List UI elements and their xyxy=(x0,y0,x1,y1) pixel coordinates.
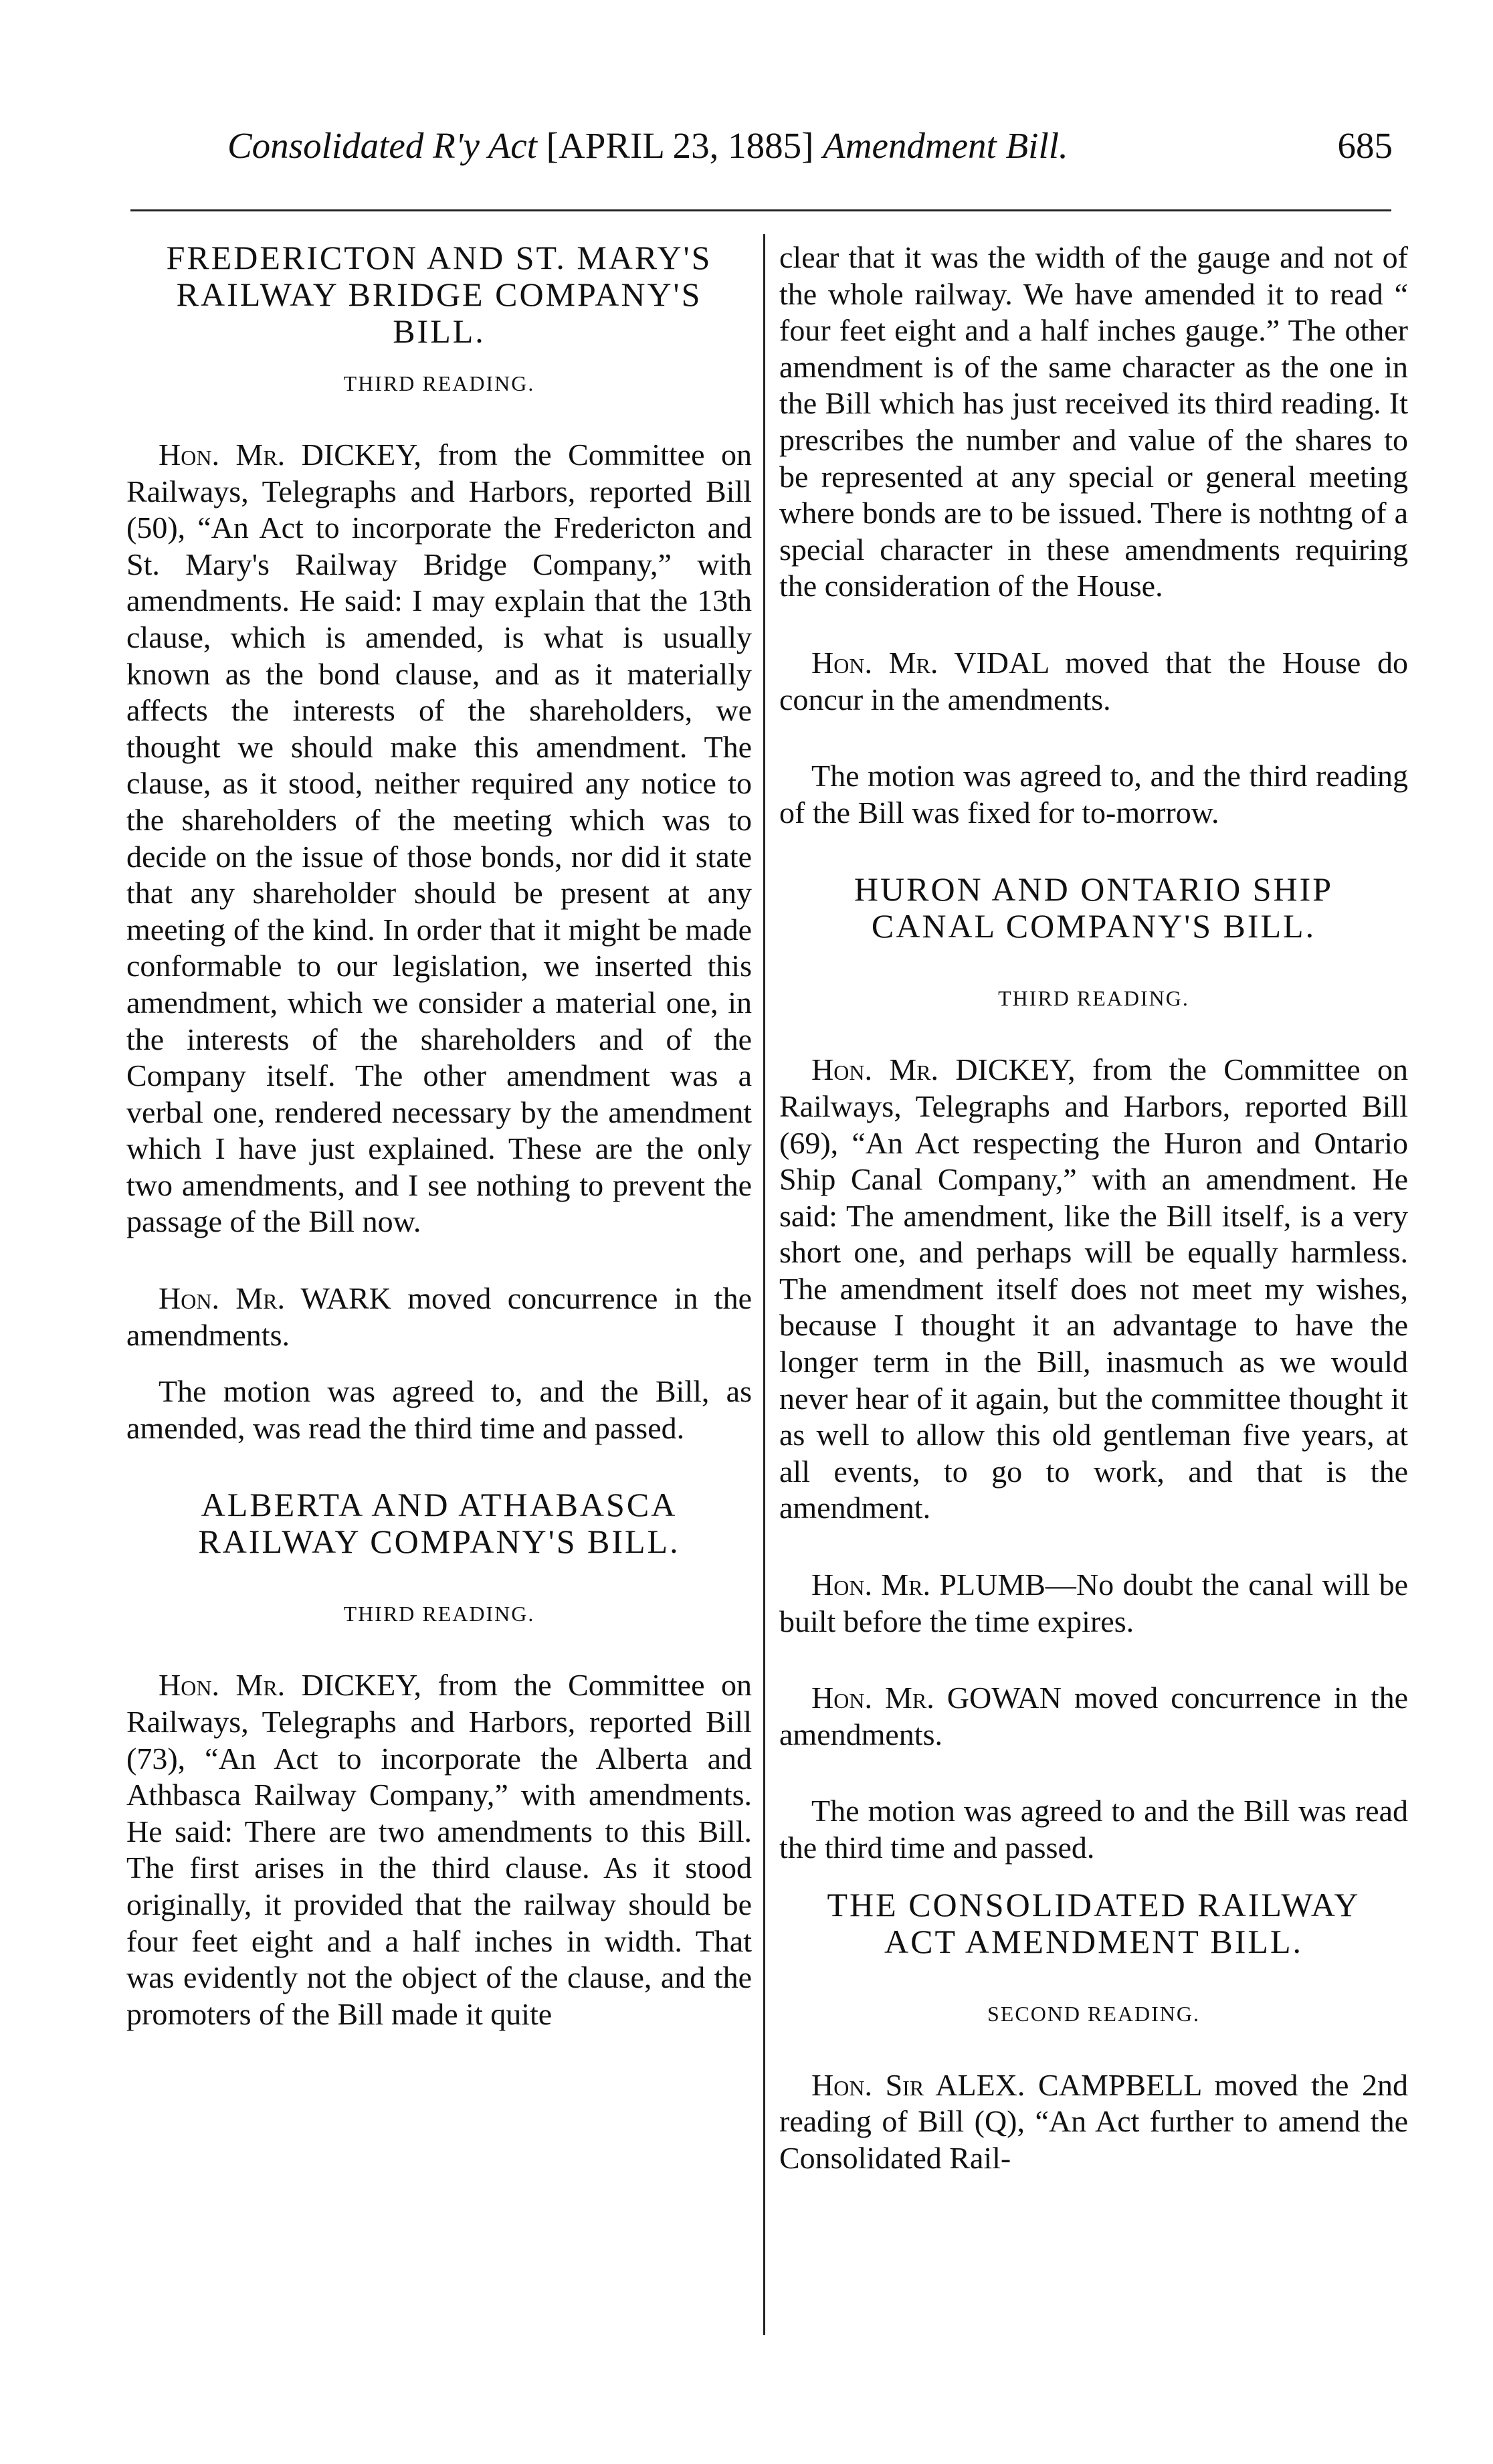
paragraph-text: DICKEY, from the Committee on Railways, Telegraphs and Harbors, reported Bill (73), “An Act to incorporate the Alberta and Athbasca Railway Company,” with amendments. He said: There are two amendments to this Bill. The first arises in the third clause. As it stood originally, it provided that the railway should be four feet eight and a half inches in width. That was evidently not the object of the clause, and the promoters of the Bill made it quite xyxy=(126,1668,753,2031)
header-title xyxy=(227,119,1068,173)
speaker-title: Hon. Mr. xyxy=(159,438,286,472)
speaker-title: Hon. Mr. xyxy=(811,1568,931,1602)
paragraph-plumb xyxy=(779,1567,1408,1640)
paragraph-gowan xyxy=(779,1680,1408,1753)
paragraph-text: GOWAN moved concurrence in the amendments. xyxy=(779,1681,1409,1751)
section-subheading-consolidated: SECOND READING. xyxy=(987,2001,1200,2026)
paragraph-text: VIDAL moved that the House do concur in the amendments. xyxy=(779,645,1409,717)
speaker-title: Hon. Sir xyxy=(811,2067,924,2102)
right-column xyxy=(779,240,1408,2176)
speaker-title: Hon. Mr. xyxy=(159,1668,286,1703)
paragraph-continuation: clear that it was the width of the gauge and not of the whole railway. We have amended it to read “ four feet eight and a half inches gauge.” The other amendment is of the same character as the one in the Bill which has just received its third reading. It prescribes the number and value of the shares to be represented at any special or general meeting where bonds are to be issued. There is nothtng of a special character in these amendments requiring the consideration of the House. xyxy=(779,240,1408,603)
paragraph-text: WARK moved concurrence in the amendments. xyxy=(126,1281,752,1352)
paragraph-dickey-huron xyxy=(779,1052,1408,1527)
paragraph-text: DICKEY, from the Committee on Railways, Telegraphs and Harbors, reported Bill (69), “An Act respecting the Huron and Ontario Ship Canal Company,” with an amendment. He said: The amendment, like the Bill itself, is a very short one, and perhaps will be equally harmless. The amendment itself does not meet my wishes, because I thought it an advantage to have the longer term in the Bill, inasmuch as we would never hear of it again, but the committee thought it as well to allow this old gentleman five years, at all events, to go to work, and that is the amendment. xyxy=(779,1052,1409,1525)
header-rule xyxy=(130,209,1391,211)
running-header xyxy=(127,119,1393,173)
paragraph-motion-huron: The motion was agreed to and the Bill was read the third time and passed. xyxy=(779,1794,1408,1865)
paragraph-vidal xyxy=(779,645,1408,718)
speaker-title: Hon. Mr. xyxy=(811,645,938,680)
column-divider xyxy=(763,234,765,2335)
section-subheading-huron: THIRD READING. xyxy=(998,986,1189,1011)
speaker-title: Hon. Mr. xyxy=(159,1281,285,1316)
speaker-title: Hon. Mr. xyxy=(811,1681,934,1715)
section-heading-consolidated: THE CONSOLIDATED RAILWAY ACT AMENDMENT BILL. xyxy=(827,1885,1361,1960)
section-subheading-fredericton: THIRD READING. xyxy=(343,371,535,395)
left-column xyxy=(126,240,752,2032)
section-heading-fredericton: FREDERICTON AND ST. MARY'S RAILWAY BRIDGE COMPANY'S BILL. xyxy=(166,239,712,350)
paragraph-text: ALEX. CAMPBELL moved the 2nd reading of Bill (Q), “An Act further to amend the Consolidated Rail- xyxy=(779,2067,1408,2175)
header-date: [APRIL 23, 1885] xyxy=(546,125,814,166)
paragraph-motion-fredericton: The motion was agreed to, and the Bill, as amended, was read the third time and passed. xyxy=(126,1374,752,1445)
section-heading-alberta: ALBERTA AND ATHABASCA RAILWAY COMPANY'S BILL. xyxy=(198,1486,680,1561)
paragraph-dickey-alberta xyxy=(126,1667,752,2032)
paragraph-motion-alberta: The motion was agreed to, and the third reading of the Bill was fixed for to-morrow. xyxy=(779,759,1408,830)
section-subheading-alberta: THIRD READING. xyxy=(343,1602,535,1626)
speaker-title: Hon. Mr. xyxy=(811,1052,939,1087)
paragraph-dickey-fredericton xyxy=(126,437,752,1240)
paragraph-text: DICKEY, from the Committee on Railways, Telegraphs and Harbors, reported Bill (50), “An Act to incorporate the Fredericton and St. Mary's Railway Bridge Company,” with amendments. He said: I may explain that the 13th clause, which is amended, is what is usually known as the bond clause, and as it materially affects the interests of the shareholders, we thought we should make this amendment. The clause, as it stood, neither required any notice to the shareholders of the meeting which was to decide on the issue of those bonds, nor did it state that any shareholder should be present at any meeting of the kind. In order that it might be made conformable to our legislation, we inserted this amendment, which we consider a material one, in the interests of the shareholders and of the Company itself. The other amendment was a verbal one, rendered necessary by the amendment which I have just explained. These are the only two amendments, and I see nothing to prevent the passage of the Bill now. xyxy=(126,438,753,1239)
header-title-part-2: Amendment Bill. xyxy=(823,125,1068,166)
header-title-part-1: Consolidated R'y Act xyxy=(227,125,537,166)
paragraph-campbell xyxy=(779,2067,1408,2177)
page-number: 685 xyxy=(1337,125,1393,166)
paragraph-wark xyxy=(126,1281,752,1353)
section-heading-huron: HURON AND ONTARIO SHIP CANAL COMPANY'S BILL. xyxy=(854,870,1334,945)
paragraph-text: PLUMB—No doubt the canal will be built before the time expires. xyxy=(779,1568,1408,1638)
